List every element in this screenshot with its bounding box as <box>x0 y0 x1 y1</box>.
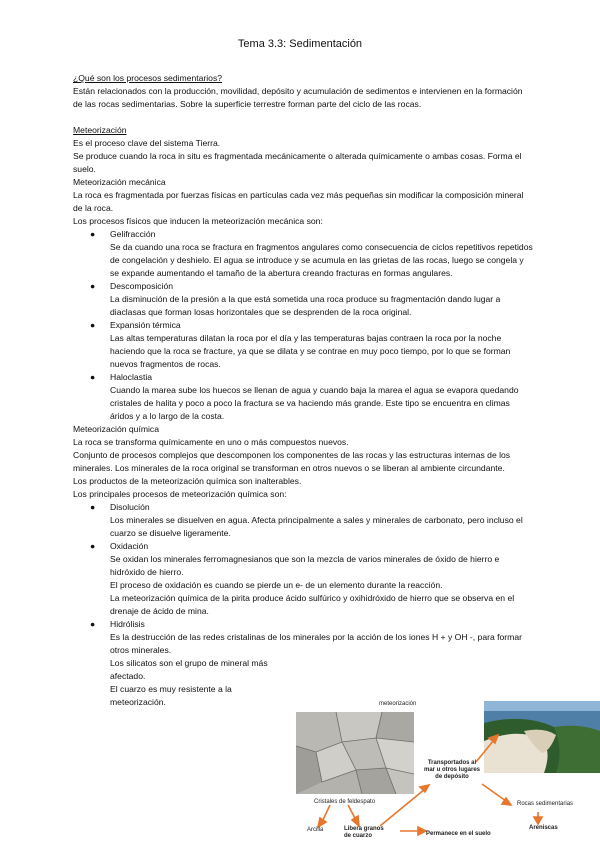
arrow-to-beach <box>476 740 494 762</box>
bullet-icon: ● <box>90 229 96 239</box>
bullet-icon: ● <box>90 320 96 330</box>
list-item-text: Cuando la marea sube los huecos se llenan de agua y cuando baja la marea el agua se evapora quedando cristales de halita y poco a poco la fractura se va haciendo más grande. Este tipo se encuentra en climas áridos y a lo largo de la costa. <box>110 385 519 421</box>
intro-text: Están relacionados con la producción, movilidad, depósito y acumulación de sedimentos e intervienen en la formación de las rocas sedimentarias. Sobre la superficie terrestre forman parte del ciclo de las rocas. <box>73 86 523 109</box>
quimica-text4: Los principales procesos de meteorización química son: <box>73 489 287 499</box>
quimica-text3: Los productos de la meteorización química son inalterables. <box>73 476 302 486</box>
list-item-text: Se oxidan los minerales ferromagnesianos que son la mezcla de varios minerales de óxido de hierro e hidróxido de hierro. <box>110 554 500 577</box>
meteorizacion-line1: Es el proceso clave del sistema Tierra. <box>73 138 221 148</box>
list-item-text: Es la destrucción de las redes cristalinas de los minerales por la acción de los iones H + y OH -, para formar otros minerales. <box>110 632 522 655</box>
bullet-icon: ● <box>90 619 96 629</box>
bullet-icon: ● <box>90 281 96 291</box>
list-item-text: Los minerales se disuelven en agua. Afecta principalmente a sales y minerales de carbonato, pero incluso el cuarzo se disuelve ligeramente. <box>110 515 523 538</box>
intro-heading: ¿Qué son los procesos sedimentarios? <box>73 73 223 83</box>
list-item-label: Oxidación <box>110 541 149 551</box>
meteorizacion-heading: Meteorización <box>73 125 127 135</box>
list-item-text: El cuarzo es muy resistente a la meteorización. <box>110 684 232 707</box>
label-permanece: Permanece en el suelo <box>426 831 491 837</box>
list-item-text: El proceso de oxidación es cuando se pierde un e- de un elemento durante la reacción. <box>110 580 443 590</box>
label-cristales: Cristales de feldespato <box>314 799 376 805</box>
meteorizacion-line2: Se produce cuando la roca in situ es fragmentada mecánicamente o alterada químicamente o ambas cosas. Forma el suelo. <box>73 151 522 174</box>
list-item-label: Hidrólisis <box>110 619 145 629</box>
label-meteorizacion: meteorización <box>379 701 417 707</box>
label-transportados: Transportados al mar u otros lugares de depósito <box>423 760 480 780</box>
page-title: Tema 3.3: Sedimentación <box>237 38 363 50</box>
list-item-label: Gelifracción <box>110 229 156 239</box>
quimica-heading: Meteorización química <box>73 424 159 434</box>
label-areniscas: Areniscas <box>529 825 558 831</box>
quimica-text2: Conjunto de procesos complejos que descomponen los componentes de las rocas y las estructuras internas de los minerales. Los minerales de la roca original se transforman en otros nuevos o se liberan al ambiente circundante. <box>73 450 511 473</box>
bullet-icon: ● <box>90 502 96 512</box>
list-item-label: Haloclastia <box>110 372 153 382</box>
mecanica-text1: La roca es fragmentada por fuerzas físicas en partículas cada vez más pequeñas sin modificar la composición mineral de la roca. <box>73 190 524 213</box>
bullet-icon: ● <box>90 372 96 382</box>
label-arcilla: Arcilla <box>307 827 324 833</box>
list-item-text: Se da cuando una roca se fractura en fragmentos angulares como consecuencia de ciclos repetitivos repetidos de congelación y deshielo. El agua se introduce y se acumula en las grietas de las rocas, luego se congela y se expande aumentando el tamaño de la abertura creando fracturas en formas angulares. <box>110 242 533 278</box>
quimica-text1: La roca se transforma químicamente en uno o más compuestos nuevos. <box>73 437 349 447</box>
arrow-to-transportados <box>380 789 425 826</box>
label-libera-cuarzo: Libera granos de cuarzo <box>344 826 384 839</box>
arrow-to-rocas <box>482 784 506 801</box>
list-item-text: Las altas temperaturas dilatan la roca por el día y las temperaturas bajas contraen la roca por la noche haciendo que la roca se fracture, ya que se dilata y se contrae en muy poco tiempo, por lo que se forman nuevos fragmentos de rocas. <box>110 333 511 369</box>
label-rocas-sedimentarias: Rocas sedimentarias <box>517 801 574 807</box>
list-item-text: La meteorización química de la pirita produce ácido sulfúrico y oxihidróxido de hierro que se observa en el drenaje de ácido de mina. <box>110 593 515 616</box>
list-item-label: Descomposición <box>110 281 174 291</box>
mecanica-text2: Los procesos físicos que inducen la meteorización mecánica son: <box>73 216 323 226</box>
bullet-icon: ● <box>90 541 96 551</box>
list-item-label: Expansión térmica <box>110 320 181 330</box>
list-item-text: Los silicatos son el grupo de mineral más afectado. <box>110 658 268 681</box>
list-item-text: La disminución de la presión a la que está sometida una roca produce su fragmentación dando lugar a diaclasas que forman losas horizontales que se desprenden de la roca original. <box>110 294 501 317</box>
mecanica-heading: Meteorización mecánica <box>73 177 166 187</box>
list-item-label: Disolución <box>110 502 150 512</box>
